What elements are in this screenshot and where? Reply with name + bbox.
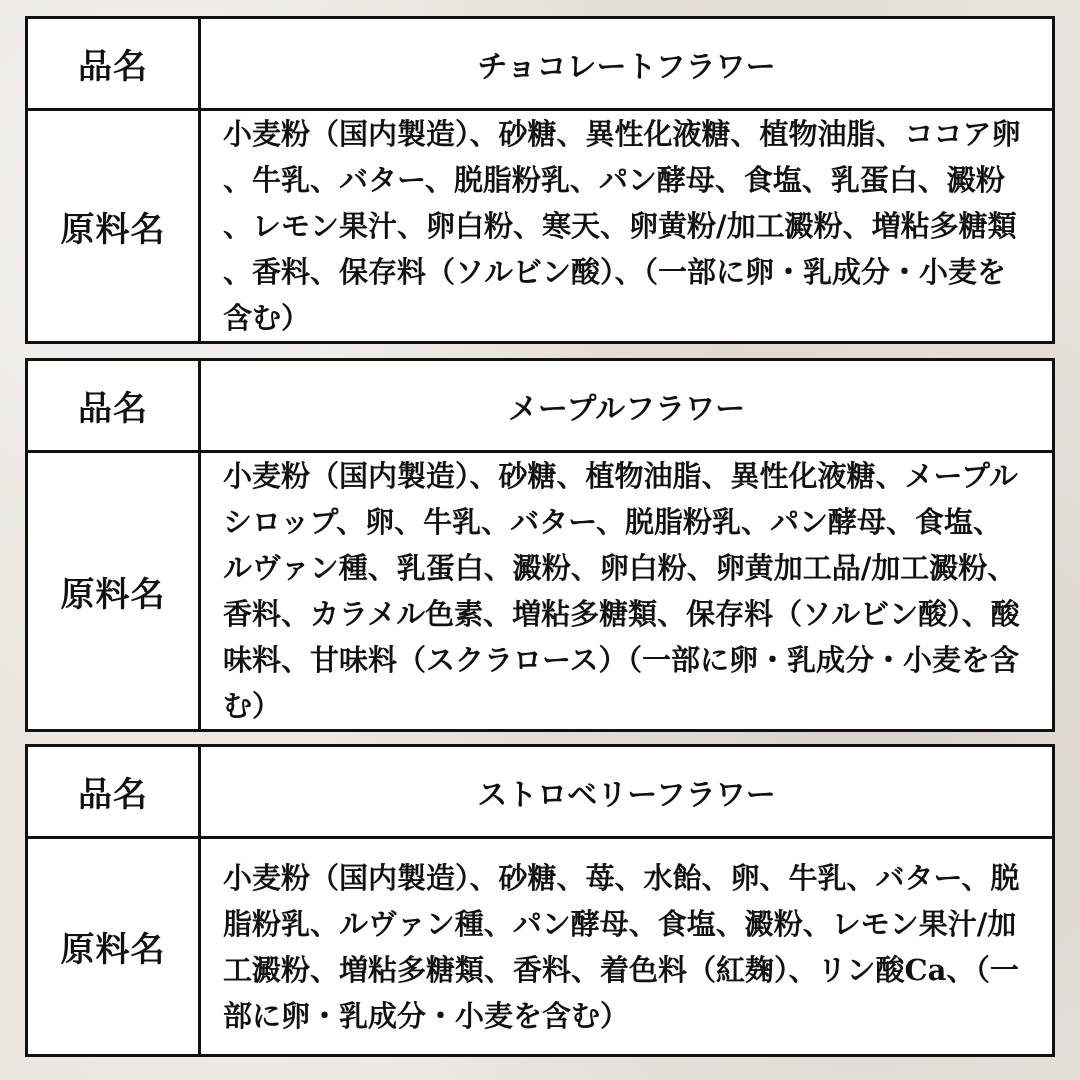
product-name-label: 品名	[27, 18, 200, 110]
ingredients-text: 小麦粉（国内製造）、砂糖、苺、水飴、卵、牛乳、バター、脱脂粉乳、ルヴァン種、パン酵母、食塩、澱粉、レモン果汁/加工澱粉、増粘多糖類、香料、着色料（紅麹）、リン酸Ca、（一部に卵・乳成分・小麦を含む）	[200, 838, 1054, 1056]
product-table-maple	[25, 358, 1055, 732]
product-table-strawberry	[25, 744, 1055, 1057]
product-name-label: 品名	[27, 360, 200, 452]
product-name-label: 品名	[27, 746, 200, 838]
product-name: メープルフラワー	[200, 360, 1054, 452]
ingredients-text: 小麦粉（国内製造）、砂糖、植物油脂、異性化液糖、メープルシロップ、卵、牛乳、バター、脱脂粉乳、パン酵母、食塩、ルヴァン種、乳蛋白、澱粉、卵白粉、卵黄加工品/加工澱粉、香料、カラメル色素、増粘多糖類、保存料（ソルビン酸）、酸味料、甘味料（スクラロース）（一部に卵・乳成分・小麦を含む）	[200, 452, 1054, 731]
product-table-chocolate	[25, 16, 1055, 344]
ingredients-label: 原料名	[27, 452, 200, 731]
ingredients-label: 原料名	[27, 110, 200, 343]
product-name-row	[27, 746, 1054, 838]
product-name: チョコレートフラワー	[200, 18, 1054, 110]
product-name-row	[27, 18, 1054, 110]
ingredients-row	[27, 838, 1054, 1056]
ingredients-text: 小麦粉（国内製造）、砂糖、異性化液糖、植物油脂、ココア卵、牛乳、バター、脱脂粉乳、パン酵母、食塩、乳蛋白、澱粉、レモン果汁、卵白粉、寒天、卵黄粉/加工澱粉、増粘多糖類、香料、保存料（ソルビン酸）、（一部に卵・乳成分・小麦を含む）	[200, 110, 1054, 343]
ingredients-label: 原料名	[27, 838, 200, 1056]
ingredients-row	[27, 110, 1054, 343]
product-name-row	[27, 360, 1054, 452]
ingredients-row	[27, 452, 1054, 731]
product-name: ストロベリーフラワー	[200, 746, 1054, 838]
